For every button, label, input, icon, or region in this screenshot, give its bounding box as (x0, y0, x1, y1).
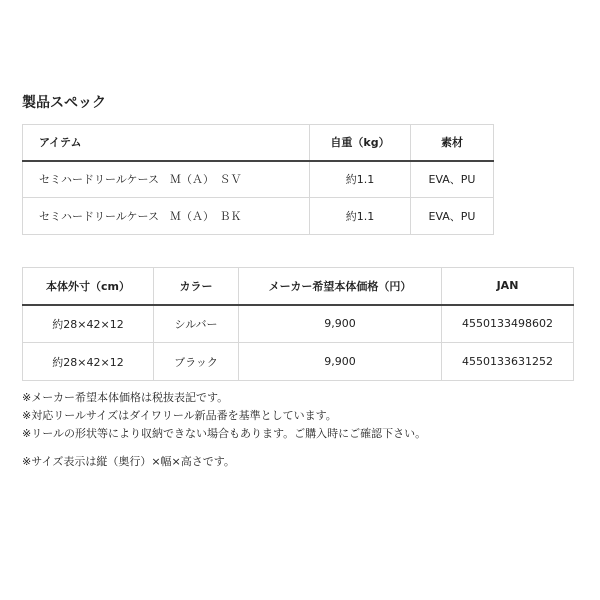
cell-size: 約28×42×12 (23, 343, 154, 381)
note-item: ※リールの形状等により収納できない場合もあります。ご購入時にご確認下さい。 (22, 427, 427, 440)
variant-table (22, 267, 574, 381)
header-weight: 自重（kg） (310, 125, 411, 161)
section-title: 製品スペック (22, 95, 106, 111)
note-item: ※対応リールサイズはダイワリール新品番を基準としています。 (22, 409, 337, 422)
cell-price: 9,900 (239, 343, 442, 381)
header-size: 本体外寸（cm） (23, 268, 154, 305)
cell-material: EVA、PU (411, 161, 494, 198)
note-item: ※メーカー希望本体価格は税抜表記です。 (22, 391, 229, 404)
note-item: ※サイズ表示は縦（奥行）×幅×高さです。 (22, 455, 235, 468)
cell-jan: 4550133631252 (442, 343, 574, 381)
spec-table (22, 124, 494, 235)
cell-price: 9,900 (239, 305, 442, 343)
header-color: カラー (154, 268, 239, 305)
spec-table-header-row (23, 125, 494, 161)
cell-jan: 4550133498602 (442, 305, 574, 343)
cell-size: 約28×42×12 (23, 305, 154, 343)
table-row (23, 161, 494, 198)
cell-material: EVA、PU (411, 198, 494, 235)
cell-color: ブラック (154, 343, 239, 381)
notes-list (22, 389, 426, 471)
header-price: メーカー希望本体価格（円） (239, 268, 442, 305)
header-jan: JAN (442, 268, 574, 305)
cell-item: セミハードリールケース Ｍ（Ａ） ＢＫ (23, 198, 310, 235)
variant-table-header-row (23, 268, 574, 305)
table-row (23, 343, 574, 381)
header-item: アイテム (23, 125, 310, 161)
cell-weight: 約1.1 (310, 198, 411, 235)
table-row (23, 198, 494, 235)
cell-item: セミハードリールケース Ｍ（Ａ） ＳＶ (23, 161, 310, 198)
table-row (23, 305, 574, 343)
cell-weight: 約1.1 (310, 161, 411, 198)
header-material: 素材 (411, 125, 494, 161)
cell-color: シルバー (154, 305, 239, 343)
